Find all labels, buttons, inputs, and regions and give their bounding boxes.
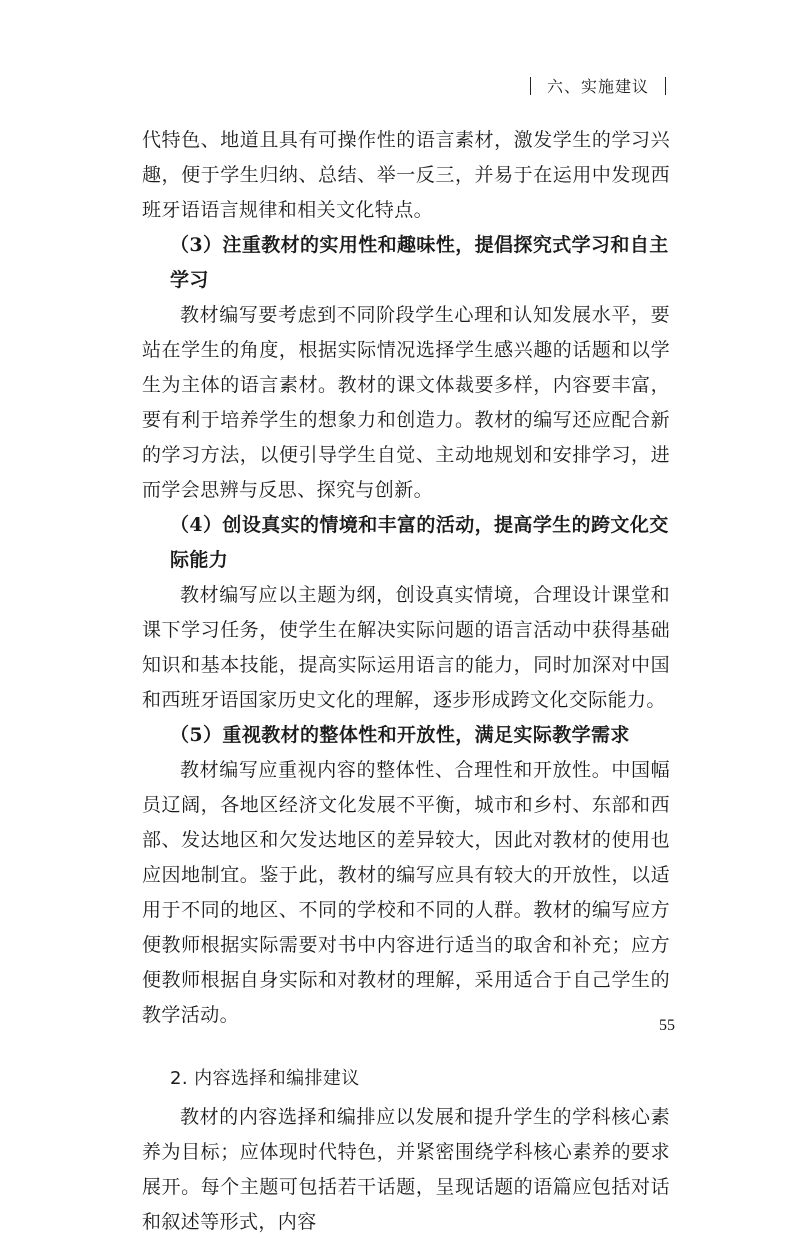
subheading-3: （3）注重教材的实用性和趣味性，提倡探究式学习和自主学习 xyxy=(170,234,669,291)
paragraph-continued: 代特色、地道且具有可操作性的语言素材，激发学生的学习兴趣，便于学生归纳、总结、举一反三，并易于在运用中发现西班牙语语言规律和相关文化特点。 xyxy=(142,129,670,221)
section-heading-2: 2. 内容选择和编排建议 xyxy=(170,1068,360,1089)
page-number: 55 xyxy=(659,1017,675,1034)
paragraph-4: 教材编写应以主题为纲，创设真实情境，合理设计课堂和课下学习任务，使学生在解决实际问题的语言活动中获得基础知识和基本技能，提高实际运用语言的能力，同时加深对中国和西班牙语国家历史文化的理解，逐步形成跨文化交际能力。 xyxy=(142,584,670,711)
running-header xyxy=(514,74,682,97)
paragraph-5: 教材编写应重视内容的整体性、合理性和开放性。中国幅员辽阔，各地区经济文化发展不平衡，城市和乡村、东部和西部、发达地区和欠发达地区的差异较大，因此对教材的使用也应因地制宜。鉴于此，教材的编写应具有较大的开放性，以适用于不同的地区、不同的学校和不同的人群。教材的编写应方便教师根据实际需要对书中内容进行适当的取舍和补充；应方便教师根据自身实际和对教材的理解，采用适合于自己学生的教学活动。 xyxy=(142,759,670,1026)
header-left-rule xyxy=(530,77,531,95)
subheading-5: （5）重视教材的整体性和开放性，满足实际教学需求 xyxy=(170,724,630,746)
subheading-4: （4）创设真实的情境和丰富的活动，提高学生的跨文化交际能力 xyxy=(170,514,669,571)
header-right-rule xyxy=(665,77,666,95)
page-body xyxy=(142,123,670,1240)
header-section-title: 六、实施建议 xyxy=(546,77,649,96)
paragraph-6: 教材的内容选择和编排应以发展和提升学生的学科核心素养为目标；应体现时代特色，并紧密围绕学科核心素养的要求展开。每个主题可包括若干话题，呈现话题的语篇应包括对话和叙述等形式，内容 xyxy=(142,1106,670,1233)
paragraph-3: 教材编写要考虑到不同阶段学生心理和认知发展水平，要站在学生的角度，根据实际情况选择学生感兴趣的话题和以学生为主体的语言素材。教材的课文体裁要多样，内容要丰富，要有利于培养学生的想象力和创造力。教材的编写还应配合新的学习方法，以便引导学生自觉、主动地规划和安排学习，进而学会思辨与反思、探究与创新。 xyxy=(142,304,670,501)
